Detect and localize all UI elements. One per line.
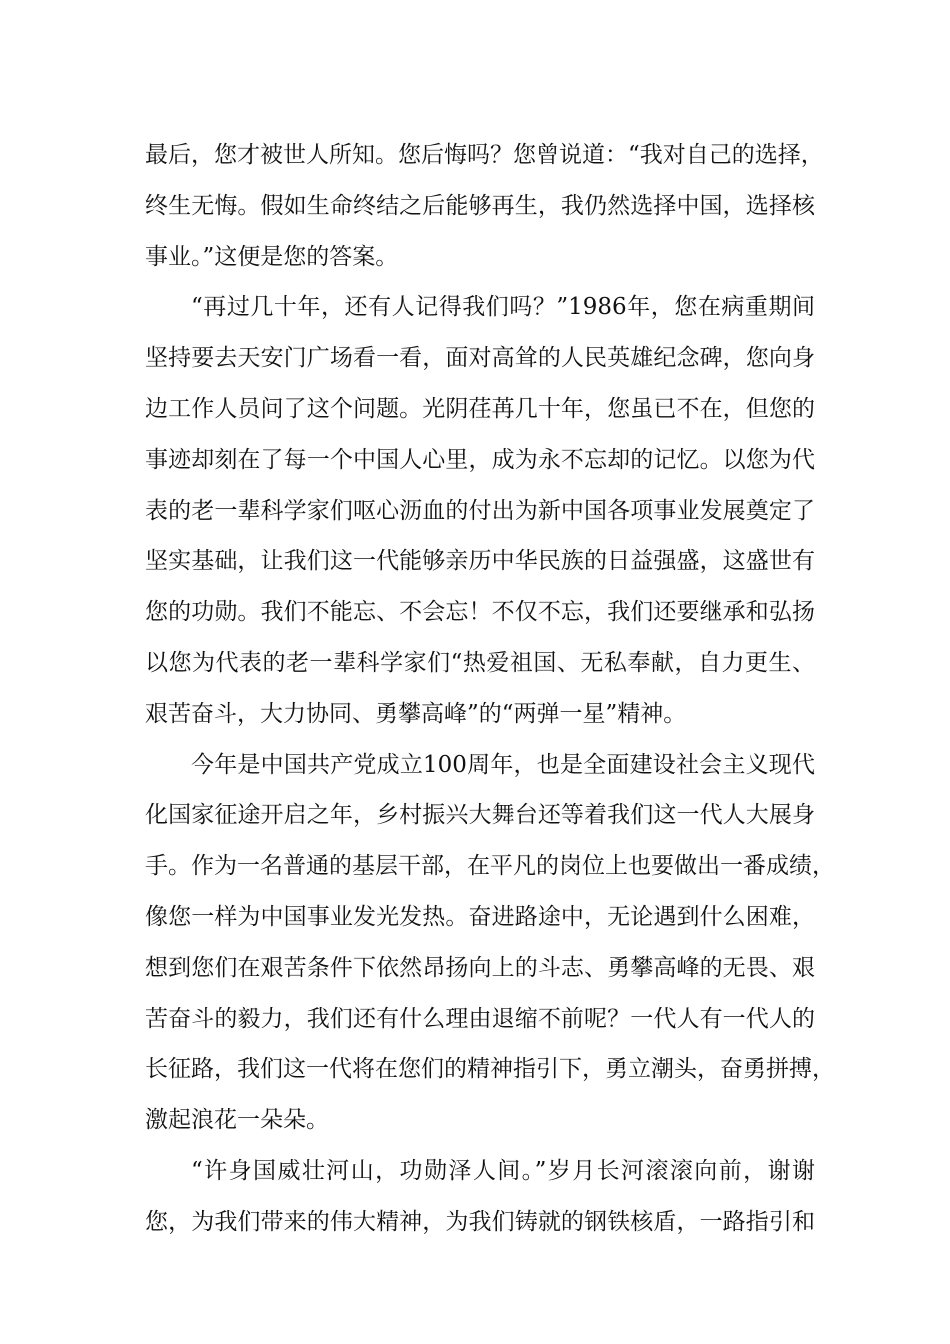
text-line: 化国家征途开启之年，乡村振兴大舞台还等着我们这一代人大展身 <box>145 802 815 829</box>
text-line: 事业。”这便是您的答案。 <box>145 243 399 270</box>
text-line: 您，为我们带来的伟大精神，为我们铸就的钢铁核盾，一路指引和 <box>145 1208 815 1235</box>
text-line: 最后，您才被世人所知。您后悔吗？您曾说道：“我对自己的选择， <box>145 142 824 168</box>
text-line: 长征路，我们这一代将在您们的精神指引下，勇立潮头，奋勇拼搏， <box>145 1056 835 1083</box>
text-line: 终生无悔。假如生命终结之后能够再生，我仍然选择中国，选择核 <box>145 192 815 219</box>
paragraph <box>145 1146 815 1248</box>
paragraph <box>145 740 835 1146</box>
text-line: 激起浪花一朵朵。 <box>145 1107 329 1134</box>
text-line: 艰苦奋斗，大力协同、勇攀高峰”的“两弹一星”精神。 <box>145 700 687 727</box>
text-line: 事迹却刻在了每一个中国人心里，成为永不忘却的记忆。以您为代 <box>145 446 815 473</box>
body-text <box>145 130 835 1248</box>
text-line: 苦奋斗的毅力，我们还有什么理由退缩不前呢？一代人有一代人的 <box>145 1005 815 1032</box>
text-line: 想到您们在艰苦条件下依然昂扬向上的斗志、勇攀高峰的无畏、艰 <box>145 954 815 981</box>
text-line: 手。作为一名普通的基层干部，在平凡的岗位上也要做出一番成绩， <box>145 853 835 880</box>
paragraph <box>145 282 815 739</box>
text-line: “许身国威壮河山，功勋泽人间。”岁月长河滚滚向前，谢谢 <box>191 1157 815 1184</box>
text-line: 今年是中国共产党成立100周年，也是全面建设社会主义现代 <box>191 751 815 778</box>
text-line: 表的老一辈科学家们呕心沥血的付出为新中国各项事业发展奠定了 <box>145 497 815 524</box>
text-line: 坚持要去天安门广场看一看，面对高耸的人民英雄纪念碑，您向身 <box>145 345 815 372</box>
text-line: 像您一样为中国事业发光发热。奋进路途中，无论遇到什么困难， <box>145 903 815 930</box>
text-line: 以您为代表的老一辈科学家们“热爱祖国、无私奉献，自力更生、 <box>145 649 815 676</box>
text-line: 您的功勋。我们不能忘、不会忘！不仅不忘，我们还要继承和弘扬 <box>145 599 815 626</box>
text-line: 边工作人员问了这个问题。光阴荏苒几十年，您虽已不在，但您的 <box>145 395 815 422</box>
text-line: “再过几十年，还有人记得我们吗？”1986年，您在病重期间 <box>191 294 815 321</box>
text-line: 坚实基础，让我们这一代能够亲历中华民族的日益强盛，这盛世有 <box>145 548 815 575</box>
paragraph <box>145 130 824 282</box>
